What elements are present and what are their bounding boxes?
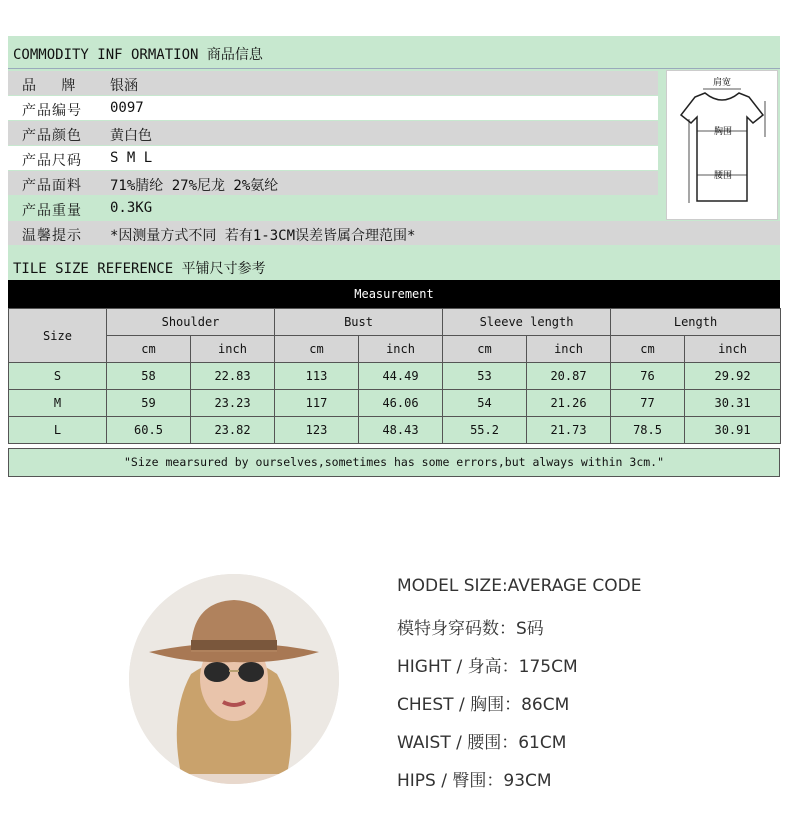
- value-cell: 29.92: [685, 363, 781, 390]
- unit-cell: inch: [359, 336, 443, 363]
- info-row-color: [8, 121, 658, 145]
- table-row: [9, 363, 781, 390]
- info-label: 产品颜色: [22, 128, 82, 144]
- unit-cell: inch: [191, 336, 275, 363]
- value-cell: 46.06: [359, 390, 443, 417]
- value-cell: 58: [107, 363, 191, 390]
- info-row-item-no: [8, 96, 658, 120]
- info-row-fabric: [8, 171, 658, 195]
- unit-cell: inch: [685, 336, 781, 363]
- info-value: 银涵: [110, 78, 138, 94]
- value-cell: 123: [275, 417, 359, 444]
- info-value: 0097: [110, 100, 144, 116]
- value-cell: 77: [611, 390, 685, 417]
- value-cell: 21.26: [527, 390, 611, 417]
- value-cell: 60.5: [107, 417, 191, 444]
- value-cell: 59: [107, 390, 191, 417]
- info-value: 71%腈纶 27%尼龙 2%氨纶: [110, 178, 279, 194]
- model-wear-size-line: 模特身穿码数：S码: [397, 619, 544, 639]
- group-header-shoulder: Shoulder: [107, 309, 275, 336]
- table-unit-row: [9, 336, 781, 363]
- model-size-line: MODEL SIZE:AVERAGE CODE: [397, 576, 642, 596]
- info-label: 品 牌: [22, 78, 77, 94]
- model-hips-line: HIPS / 臀围：93CM: [397, 771, 552, 791]
- value-cell: 21.73: [527, 417, 611, 444]
- value-cell: 30.31: [685, 390, 781, 417]
- info-row-notice: [8, 221, 780, 245]
- model-waist-line: WAIST / 腰围：61CM: [397, 733, 567, 753]
- commodity-info-header: [8, 36, 780, 69]
- info-label: 产品尺码: [22, 153, 82, 169]
- model-height-line: HIGHT / 身高：175CM: [397, 657, 578, 677]
- size-header: Size: [9, 309, 107, 363]
- tile-size-title: TILE SIZE REFERENCE 平铺尺寸参考: [13, 261, 266, 277]
- value-cell: 48.43: [359, 417, 443, 444]
- unit-cell: cm: [275, 336, 359, 363]
- tile-size-header: [8, 254, 780, 280]
- diagram-label-chest: 胸围: [713, 127, 733, 137]
- model-portrait-icon: [129, 574, 339, 784]
- tshirt-icon: [667, 71, 777, 219]
- value-cell: 113: [275, 363, 359, 390]
- size-cell: M: [9, 390, 107, 417]
- info-value: 黄白色: [110, 128, 152, 144]
- info-label: 温馨提示: [22, 228, 82, 244]
- diagram-label-shoulder: 肩宽: [712, 78, 732, 88]
- table-header-row: [9, 309, 781, 336]
- measurement-note: "Size mearsured by ourselves,sometimes has some errors,but always within 3cm.": [8, 448, 780, 477]
- info-label: 产品编号: [22, 103, 82, 119]
- group-header-sleeve: Sleeve length: [443, 309, 611, 336]
- group-header-bust: Bust: [275, 309, 443, 336]
- value-cell: 117: [275, 390, 359, 417]
- info-row-size: [8, 146, 658, 170]
- info-value: *因测量方式不同 若有1-3CM误差皆属合理范围*: [110, 228, 416, 244]
- size-cell: L: [9, 417, 107, 444]
- value-cell: 22.83: [191, 363, 275, 390]
- size-table: [8, 308, 781, 444]
- measurement-table-section: [8, 280, 780, 476]
- info-value: 0.3KG: [110, 200, 153, 216]
- unit-cell: cm: [443, 336, 527, 363]
- diagram-label-waist: 腰围: [713, 171, 733, 181]
- value-cell: 23.23: [191, 390, 275, 417]
- value-cell: 78.5: [611, 417, 685, 444]
- commodity-info-panel: [8, 36, 780, 280]
- info-row-weight: [8, 196, 658, 220]
- unit-cell: cm: [611, 336, 685, 363]
- size-cell: S: [9, 363, 107, 390]
- value-cell: 55.2: [443, 417, 527, 444]
- value-cell: 54: [443, 390, 527, 417]
- info-label: 产品重量: [22, 203, 82, 219]
- unit-cell: cm: [107, 336, 191, 363]
- info-row-brand: [8, 71, 658, 95]
- unit-cell: inch: [527, 336, 611, 363]
- value-cell: 20.87: [527, 363, 611, 390]
- value-cell: 53: [443, 363, 527, 390]
- value-cell: 44.49: [359, 363, 443, 390]
- model-photo: [129, 574, 339, 784]
- model-chest-line: CHEST / 胸围：86CM: [397, 695, 570, 715]
- commodity-info-title: COMMODITY INF ORMATION 商品信息: [13, 47, 263, 63]
- info-label: 产品面料: [22, 178, 82, 194]
- group-header-length: Length: [611, 309, 781, 336]
- table-row: [9, 390, 781, 417]
- value-cell: 76: [611, 363, 685, 390]
- info-value: S M L: [110, 150, 153, 166]
- table-row: [9, 417, 781, 444]
- tshirt-size-diagram: [666, 70, 778, 220]
- value-cell: 30.91: [685, 417, 781, 444]
- value-cell: 23.82: [191, 417, 275, 444]
- measurement-title: Measurement: [8, 280, 780, 308]
